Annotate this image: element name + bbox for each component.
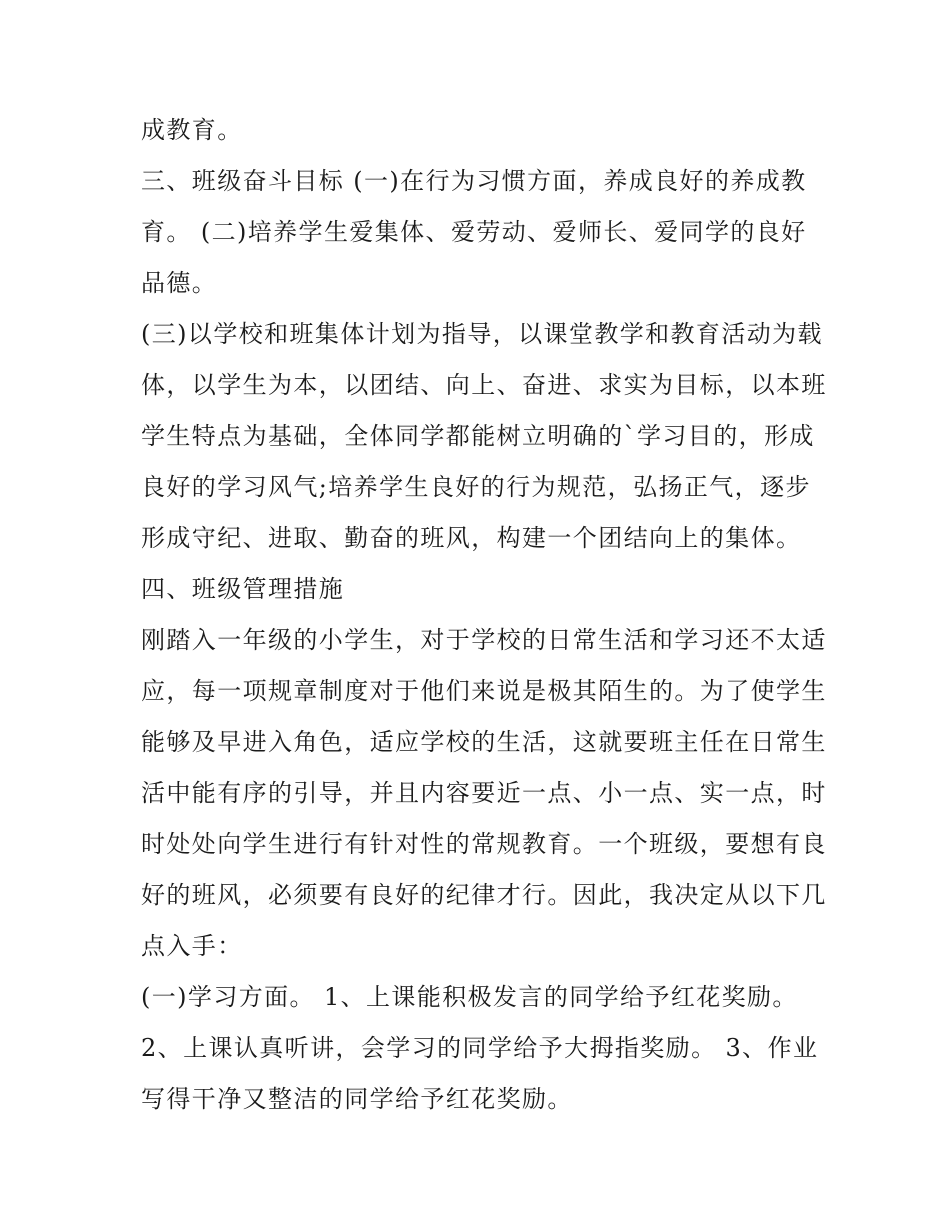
text-line: 刚踏入一年级的小学生，对于学校的日常生活和学习还不太适 — [141, 626, 827, 654]
text-line: 体，以学生为本，以团结、向上、奋进、求实为目标，以本班 — [141, 371, 827, 399]
section-heading: 四、班级管理措施 — [141, 575, 345, 603]
text-line: 写得干净又整洁的同学给予红花奖励。 — [141, 1085, 573, 1113]
text-line: 育。 (二)培养学生爱集体、爱劳动、爱师长、爱同学的良好 — [141, 218, 807, 246]
text-line: 良好的学习风气;培养学生良好的行为规范，弘扬正气，逐步 — [141, 473, 811, 501]
text-line: 好的班风，必须要有良好的纪律才行。因此，我决定从以下几 — [141, 881, 827, 909]
text-line: 成教育。 — [141, 116, 243, 144]
text-line: 三、班级奋斗目标 (一)在行为习惯方面，养成良好的养成教 — [141, 167, 807, 195]
text-line: 活中能有序的引导，并且内容要近一点、小一点、实一点，时 — [141, 779, 827, 807]
text-line: 2、上课认真听讲，会学习的同学给予大拇指奖励。 3、作业 — [141, 1034, 819, 1062]
text-line: (一)学习方面。 1、上课能积极发言的同学给予红花奖励。 — [141, 983, 798, 1011]
text-line: 应，每一项规章制度对于他们来说是极其陌生的。为了使学生 — [141, 677, 827, 705]
text-line: 品德。 — [141, 269, 218, 297]
text-line: 学生特点为基础，全体同学都能树立明确的`学习目的，形成 — [141, 422, 815, 450]
text-line: 形成守纪、进取、勤奋的班风，构建一个团结向上的集体。 — [141, 524, 802, 552]
text-line: 时处处向学生进行有针对性的常规教育。一个班级，要想有良 — [141, 830, 827, 858]
text-line: (三)以学校和班集体计划为指导，以课堂教学和教育活动为载 — [141, 320, 823, 348]
text-line: 能够及早进入角色，适应学校的生活，这就要班主任在日常生 — [141, 728, 827, 756]
text-line: 点入手： — [141, 932, 243, 960]
